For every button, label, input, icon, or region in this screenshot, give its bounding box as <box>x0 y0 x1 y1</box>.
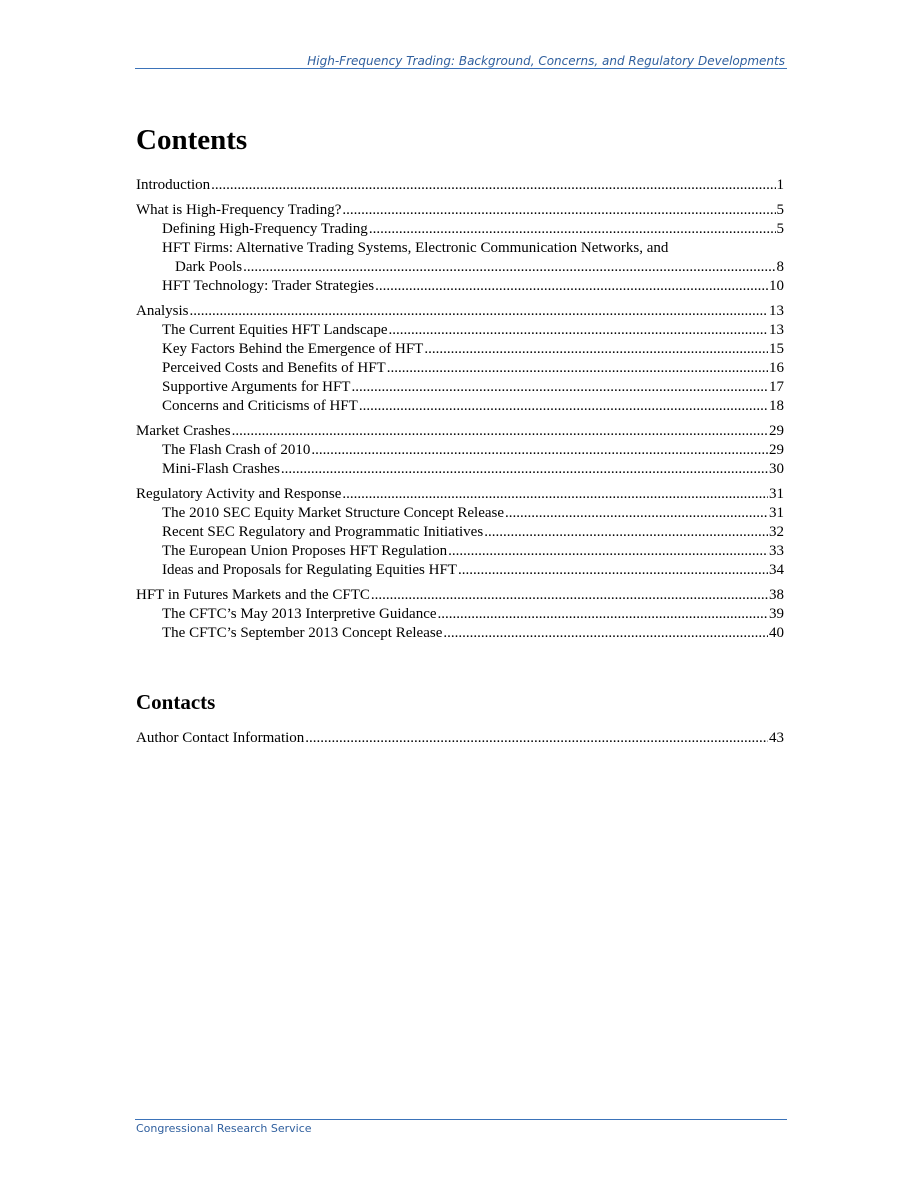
dot-leader <box>371 586 768 605</box>
contacts-list <box>136 729 784 748</box>
toc-entry-mini-flash-crashes[interactable] <box>136 460 784 479</box>
toc-entry-title: Author Contact Information <box>136 730 305 746</box>
dot-leader <box>342 485 768 504</box>
toc-entry-page: 34 <box>769 562 784 578</box>
toc-entry-title: Mini-Flash Crashes <box>162 461 280 477</box>
toc-entry-ideas-proposals[interactable] <box>136 561 784 580</box>
toc-entry-hft-firms[interactable] <box>136 239 784 277</box>
toc-entry-page: 29 <box>769 423 784 439</box>
toc-entry-futures-cftc[interactable] <box>136 586 784 605</box>
dot-leader <box>211 176 775 195</box>
toc-entry-title: Regulatory Activity and Response <box>136 486 342 502</box>
toc-entry-page: 29 <box>769 442 784 458</box>
toc-entry-introduction[interactable] <box>136 176 784 195</box>
toc-entry-title: HFT in Futures Markets and the CFTC <box>136 587 370 603</box>
dot-leader <box>311 441 768 460</box>
toc-entry-page: 10 <box>769 278 784 294</box>
toc-entry-page: 18 <box>769 398 784 414</box>
dot-leader <box>305 729 768 748</box>
dot-leader <box>232 422 768 441</box>
toc-entry-what-is-hft[interactable] <box>136 201 784 220</box>
toc-entry-defining-hft[interactable] <box>136 220 784 239</box>
dot-leader <box>505 504 768 523</box>
toc-entry-concerns[interactable] <box>136 397 784 416</box>
toc-entry-page: 32 <box>769 524 784 540</box>
toc-entry-page: 13 <box>769 322 784 338</box>
toc-entry-title: Analysis <box>136 303 189 319</box>
dot-leader <box>281 460 768 479</box>
toc-entry-key-factors[interactable] <box>136 340 784 359</box>
toc-entry-eu-regulation[interactable] <box>136 542 784 561</box>
toc-entry-supportive-arguments[interactable] <box>136 378 784 397</box>
toc-entry-page: 43 <box>769 730 784 746</box>
toc-entry-title: The European Union Proposes HFT Regulation <box>162 543 448 559</box>
toc-entry-title: Supportive Arguments for HFT <box>162 379 351 395</box>
toc-entry-hft-technology[interactable] <box>136 277 784 296</box>
toc-entry-page: 13 <box>769 303 784 319</box>
toc-entry-author-contact[interactable] <box>136 729 784 748</box>
footer-rule <box>135 1119 787 1120</box>
toc-entry-page: 16 <box>769 360 784 376</box>
dot-leader <box>375 277 768 296</box>
toc-entry-market-crashes[interactable] <box>136 422 784 441</box>
dot-leader <box>424 340 768 359</box>
dot-leader <box>351 378 768 397</box>
footer-organization: Congressional Research Service <box>136 1122 312 1135</box>
dot-leader <box>190 302 769 321</box>
toc-entry-page: 15 <box>769 341 784 357</box>
dot-leader <box>243 258 775 277</box>
toc-entry-title: Defining High-Frequency Trading <box>162 221 368 237</box>
dot-leader <box>448 542 768 561</box>
dot-leader <box>443 624 768 643</box>
dot-leader <box>387 359 768 378</box>
toc-entry-cftc-concept-release[interactable] <box>136 624 784 643</box>
toc-entry-page: 1 <box>776 177 784 193</box>
toc-entry-page: 40 <box>769 625 784 641</box>
toc-entry-page: 31 <box>769 505 784 521</box>
toc-entry-analysis[interactable] <box>136 302 784 321</box>
toc-entry-page: 31 <box>769 486 784 502</box>
dot-leader <box>359 397 768 416</box>
dot-leader <box>342 201 775 220</box>
toc-entry-sec-concept-release[interactable] <box>136 504 784 523</box>
toc-entry-flash-crash[interactable] <box>136 441 784 460</box>
toc-entry-page: 33 <box>769 543 784 559</box>
table-of-contents <box>136 176 784 643</box>
toc-entry-title: Recent SEC Regulatory and Programmatic Initiatives <box>162 524 484 540</box>
contacts-heading: Contacts <box>136 690 216 714</box>
dot-leader <box>389 321 769 340</box>
toc-entry-title: The 2010 SEC Equity Market Structure Concept Release <box>162 505 505 521</box>
toc-entry-cftc-guidance[interactable] <box>136 605 784 624</box>
toc-entry-sec-initiatives[interactable] <box>136 523 784 542</box>
dot-leader <box>438 605 768 624</box>
toc-entry-title: Concerns and Criticisms of HFT <box>162 398 358 414</box>
toc-entry-title: Perceived Costs and Benefits of HFT <box>162 360 386 376</box>
toc-entry-title-line1: HFT Firms: Alternative Trading Systems, Electronic Communication Networks, and <box>162 240 669 256</box>
toc-entry-page: 5 <box>776 202 784 218</box>
dot-leader <box>484 523 768 542</box>
toc-entry-title: Market Crashes <box>136 423 231 439</box>
dot-leader <box>458 561 768 580</box>
dot-leader <box>369 220 776 239</box>
toc-entry-title: Introduction <box>136 177 211 193</box>
toc-entry-regulatory-activity[interactable] <box>136 485 784 504</box>
toc-entry-page: 8 <box>776 259 784 275</box>
toc-entry-page: 5 <box>776 221 784 237</box>
toc-entry-title: The CFTC’s September 2013 Concept Release <box>162 625 443 641</box>
toc-entry-page: 30 <box>769 461 784 477</box>
header-rule <box>135 68 787 69</box>
toc-entry-title: What is High-Frequency Trading? <box>136 202 342 218</box>
toc-entry-page: 38 <box>769 587 784 603</box>
toc-entry-current-landscape[interactable] <box>136 321 784 340</box>
toc-entry-title: Key Factors Behind the Emergence of HFT <box>162 341 424 357</box>
toc-entry-costs-benefits[interactable] <box>136 359 784 378</box>
toc-entry-page: 39 <box>769 606 784 622</box>
toc-entry-title: The Flash Crash of 2010 <box>162 442 311 458</box>
toc-entry-title: The CFTC’s May 2013 Interpretive Guidance <box>162 606 437 622</box>
contents-heading: Contents <box>136 124 248 156</box>
toc-entry-title: HFT Technology: Trader Strategies <box>162 278 375 294</box>
toc-entry-page: 17 <box>769 379 784 395</box>
toc-entry-title-line2: Dark Pools <box>175 259 243 275</box>
running-header: High-Frequency Trading: Background, Concerns, and Regulatory Developments <box>307 54 785 68</box>
toc-entry-title: Ideas and Proposals for Regulating Equities HFT <box>162 562 457 578</box>
toc-entry-title: The Current Equities HFT Landscape <box>162 322 388 338</box>
